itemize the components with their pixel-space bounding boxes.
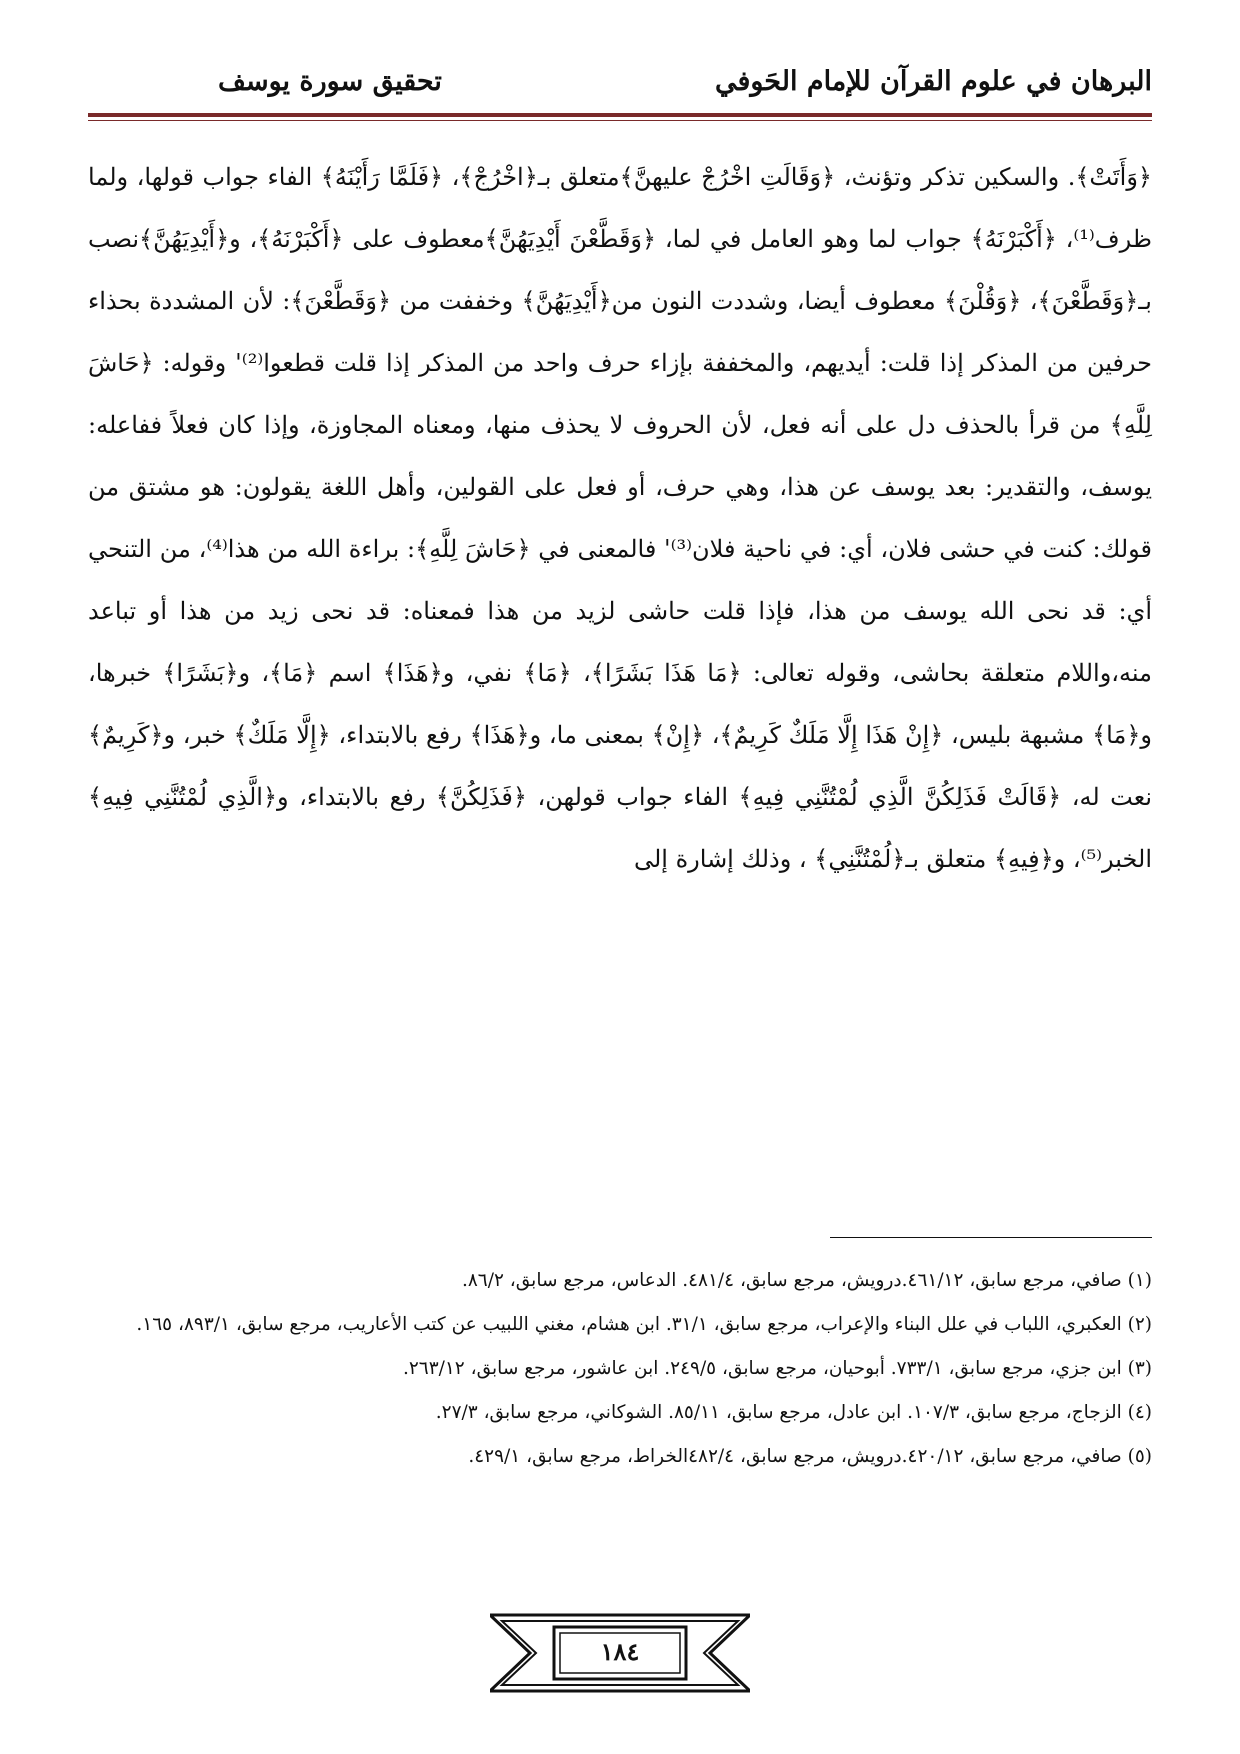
footnotes <box>88 1262 1152 1482</box>
header-rule-thick <box>88 113 1152 117</box>
main-text <box>88 146 1152 890</box>
page-header <box>88 66 1152 120</box>
footnote-1: (١) صافي، مرجع سابق، ٤٦١/١٢.درويش، مرجع سابق، ٤٨١/٤. الدعاس، مرجع سابق، ٨٦/٢. <box>461 1270 1152 1291</box>
body-paragraph: ﴿وَأَتَتْ﴾. والسكين تذكر وتؤنث، ﴿وَقَالَتِ اخْرُجْ عليهنَّ﴾متعلق بـ﴿اخْرُجْ﴾، ﴿فَلَمَّا رَأَيْنَهُ﴾ الفاء جواب قولها، ولما ظرف⁽¹⁾، ﴿أَكْبَرْنَهُ﴾ جواب لما وهو العامل في لما، ﴿وَقَطَّعْنَ أَيْدِيَهُنَّ﴾معطوف على ﴿أَكْبَرْنَهُ﴾، و﴿أَيْدِيَهُنَّ﴾نصب بـ﴿وَقَطَّعْنَ﴾، ﴿وَقُلْنَ﴾ معطوف أيضا، وشددت النون من﴿أَيْدِيَهُنَّ﴾ وخففت من ﴿وَقَطَّعْنَ﴾: لأن المشددة بحذاء حرفين من المذكر إذا قلت: أيديهم، والمخففة بإزاء حرف واحد من المذكر إذا قلت قطعوا⁽²⁾' وقوله: ﴿حَاشَ لِلَّهِ﴾ من قرأ بالحذف دل على أنه فعل، لأن الحروف لا يحذف منها، ومعناه المجاوزة، وإذا كان فعلاً ففاعله: يوسف، والتقدير: بعد يوسف عن هذا، وهي حرف، أو فعل على القولين، وأهل اللغة يقولون: هو مشتق من قولك: كنت في حشى فلان، أي: في ناحية فلان⁽³⁾' فالمعنى في ﴿حَاشَ لِلَّهِ﴾: براءة الله من هذا⁽⁴⁾، من التنحي أي: قد نحى الله يوسف من هذا، فإذا قلت حاشى لزيد من هذا فمعناه: قد نحى زيد من هذا أو تباعد منه،واللام متعلقة بحاشى، وقوله تعالى: ﴿مَا هَذَا بَشَرًا﴾، ﴿مَا﴾ نفي، و﴿هَذَا﴾ اسم ﴿مَا﴾، و﴿بَشَرًا﴾ خبرها، و﴿مَا﴾ مشبهة بليس، ﴿إِنْ هَذَا إِلَّا مَلَكٌ كَرِيمٌ﴾، ﴿إِنْ﴾ بمعنى ما، و﴿هَذَا﴾ رفع بالابتداء، ﴿إِلَّا مَلَكٌ﴾ خبر، و﴿كَرِيمٌ﴾ نعت له، ﴿قَالَتْ فَذَلِكُنَّ الَّذِي لُمْتُنَّنِي فِيهِ﴾ الفاء جواب قولهن، ﴿فَذَلِكُنَّ﴾ رفع بالابتداء، و﴿الَّذِي لُمْتُنَّنِي فِيهِ﴾ الخبر⁽⁵⁾، و﴿فِيهِ﴾ متعلق بـ﴿لُمْتُنَّنِي﴾ ، وذلك إشارة إلى <box>88 163 1153 873</box>
page-number-ornament <box>490 1611 750 1695</box>
footnote-separator <box>830 1237 1152 1238</box>
footnote-3: (٣) ابن جزي، مرجع سابق، ٧٣٣/١. أبوحيان، مرجع سابق، ٢٤٩/٥. ابن عاشور، مرجع سابق، ٢٦٣/١٢. <box>402 1358 1152 1379</box>
header-rule-thin <box>88 120 1152 121</box>
footnote-2: (٢) العكبري، اللباب في علل البناء والإعراب، مرجع سابق، ٣١/١. ابن هشام، مغني اللبيب عن كتب الأعاريب، مرجع سابق، ٨٩٣/١، ١٦٥. <box>136 1314 1152 1335</box>
footnote-4: (٤) الزجاج، مرجع سابق، ١٠٧/٣. ابن عادل، مرجع سابق، ٨٥/١١. الشوكاني، مرجع سابق، ٢٧/٣. <box>435 1402 1152 1423</box>
footnote-5: (٥) صافي، مرجع سابق، ٤٢٠/١٢.درويش، مرجع سابق، ٤٨٢/٤الخراط، مرجع سابق، ٤٢٩/١. <box>468 1446 1152 1467</box>
page-number: ١٨٤ <box>600 1637 640 1666</box>
section-title: تحقيق سورة يوسف <box>218 66 442 97</box>
book-title: البرهان في علوم القرآن للإمام الحَوفي <box>714 66 1152 97</box>
